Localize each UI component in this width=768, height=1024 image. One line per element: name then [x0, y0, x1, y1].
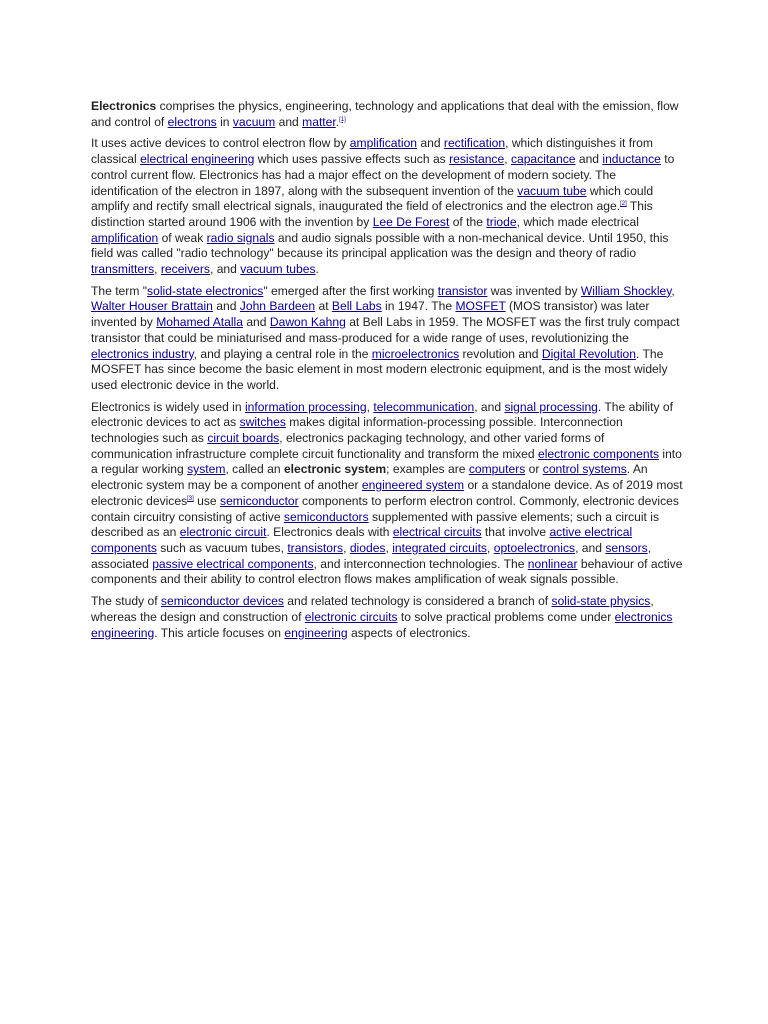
link-vacuum-tube[interactable]: vacuum tube	[517, 183, 587, 198]
text-run: " emerged after the first working	[263, 283, 438, 298]
text-run: and	[212, 299, 240, 314]
link-electronic-circuits[interactable]: electronic circuits	[304, 609, 398, 624]
text-run: that involve	[481, 525, 550, 540]
link-semiconductor-devices[interactable]: semiconductor devices	[160, 594, 284, 609]
link-matter[interactable]: matter	[302, 114, 336, 129]
text-run: ,	[385, 540, 393, 555]
citation	[339, 117, 346, 123]
text-run: in	[216, 114, 233, 129]
text-run: . This article focuses on	[154, 625, 285, 640]
link-optoelectronics[interactable]: optoelectronics	[493, 540, 576, 555]
text-run: comprises the physics, engineering, technology and applications that deal with the emission, flow and control of	[91, 99, 679, 129]
text-run: . The MOSFET has since become the basic element in most modern electronic equipment, and is the most widely used electronic device in the world.	[91, 346, 668, 392]
paragraph	[91, 284, 686, 394]
article-body	[91, 99, 686, 647]
text-run: or	[525, 462, 543, 477]
text-run: , and	[474, 399, 505, 414]
text-run: and	[275, 114, 303, 129]
text-run: and	[417, 136, 444, 151]
text-run: (MOS transistor) was later invented by	[91, 299, 650, 330]
text-run: to solve practical problems come under	[397, 609, 615, 624]
text-run: supplemented with passive elements; such a circuit is described as an	[91, 509, 660, 540]
text-run: , and interconnection technologies. The	[313, 556, 528, 571]
link-signal-processing[interactable]: signal processing	[504, 399, 598, 414]
link-engineered-system[interactable]: engineered system	[361, 478, 465, 493]
text-run: . The ability of electronic devices to act as	[91, 399, 673, 430]
text-run: use	[193, 493, 221, 508]
link-nonlinear[interactable]: nonlinear	[527, 556, 578, 571]
text-run: at	[315, 299, 332, 314]
bold-term: electronic system	[283, 462, 387, 477]
text-run: components to perform electron control. Commonly, electronic devices contain circuitry consisting of active	[91, 493, 679, 524]
bold-term: Electronics	[91, 99, 157, 113]
text-run: ,	[486, 540, 494, 555]
text-run: revolution and	[459, 346, 542, 361]
text-run: .	[315, 262, 319, 277]
text-run: The study of	[91, 594, 161, 609]
link-semiconductor[interactable]: semiconductor	[220, 493, 299, 508]
text-run: and	[575, 152, 603, 167]
link-electronic-components[interactable]: electronic components	[538, 446, 660, 461]
link-vacuum[interactable]: vacuum	[232, 114, 276, 129]
link-mohamed-atalla[interactable]: Mohamed Atalla	[156, 315, 243, 330]
text-run: at Bell Labs in 1959. The MOSFET was the first truly compact transistor that could be miniaturised and mass-produced for a wide range of uses, revolutionizing the	[91, 315, 680, 345]
paragraph	[91, 400, 686, 588]
text-run: . Electronics deals with	[266, 525, 393, 540]
link-solid-state-electronics[interactable]: solid-state electronics	[147, 283, 264, 298]
link-active-electrical-components[interactable]: active electrical components	[91, 525, 633, 555]
link-electrical-circuits[interactable]: electrical circuits	[392, 525, 482, 540]
link-semiconductors[interactable]: semiconductors	[283, 509, 369, 524]
text-run: . An electronic system may be a component of another	[91, 462, 648, 493]
link-lee-de-forest[interactable]: Lee De Forest	[372, 214, 450, 229]
text-run: behaviour of active components and their ability to control electron flows makes amplification of weak signals possible.	[91, 556, 683, 587]
text-run: , called an	[225, 462, 284, 477]
link-dawon-kahng[interactable]: Dawon Kahng	[269, 315, 346, 330]
link-sensors[interactable]: sensors	[605, 540, 648, 555]
text-run: , whereas the design and construction of	[91, 594, 654, 624]
citation-link[interactable]: [2]	[620, 201, 627, 208]
link-electrical-engineering[interactable]: electrical engineering	[140, 152, 255, 167]
link-receivers[interactable]: receivers	[160, 262, 210, 277]
text-run: Electronics is widely used in	[91, 399, 245, 414]
text-run: in 1947. The	[381, 299, 456, 314]
paragraph	[91, 594, 686, 641]
text-run: It uses active devices to control electron flow by	[91, 136, 350, 151]
link-transmitters[interactable]: transmitters	[91, 262, 155, 277]
text-run: into a regular working	[91, 446, 682, 477]
paragraph	[91, 99, 686, 130]
link-bell-labs[interactable]: Bell Labs	[331, 299, 382, 314]
text-run: , which made electrical	[516, 214, 639, 229]
link-rectification[interactable]: rectification	[443, 136, 506, 151]
link-electronic-circuit[interactable]: electronic circuit	[179, 525, 267, 540]
text-run: and audio signals possible with a non-mechanical device. Until 1950, this field was called "radio technology" because its principal application was the design and theory of radio	[91, 230, 669, 261]
link-electrons[interactable]: electrons	[167, 114, 217, 129]
text-run: such as vacuum tubes,	[156, 540, 288, 555]
link-electronics-industry[interactable]: electronics industry	[91, 346, 194, 361]
link-digital-revolution[interactable]: Digital Revolution	[541, 346, 636, 361]
link-control-systems[interactable]: control systems	[542, 462, 627, 477]
link-john-bardeen[interactable]: John Bardeen	[239, 299, 316, 314]
text-run: , and	[575, 540, 606, 555]
text-run: ; examples are	[386, 462, 469, 477]
link-system[interactable]: system	[187, 462, 226, 477]
text-run: and related technology is considered a branch of	[283, 594, 552, 609]
link-microelectronics[interactable]: microelectronics	[371, 346, 460, 361]
paragraph	[91, 136, 686, 277]
text-run: which could amplify and rectify small electrical signals, inaugurated the field of electronics and the electron age.	[91, 183, 654, 214]
text-run: , which distinguishes it from classical	[91, 136, 653, 167]
link-amplification[interactable]: amplification	[349, 136, 418, 151]
link-switches[interactable]: switches	[239, 415, 286, 430]
text-run: of weak	[158, 230, 207, 245]
text-run: ,	[154, 262, 161, 277]
text-run: which uses passive effects such as	[254, 152, 450, 167]
link-resistance[interactable]: resistance	[449, 152, 505, 167]
link-transistors[interactable]: transistors	[287, 540, 344, 555]
text-run: ,	[366, 399, 374, 414]
text-run: The term "	[91, 283, 148, 298]
link-triode[interactable]: triode	[486, 214, 517, 229]
citation	[620, 201, 627, 207]
link-amplification[interactable]: amplification	[91, 230, 159, 245]
text-run: .	[335, 114, 340, 129]
citation-link[interactable]: [1]	[339, 116, 346, 123]
link-capacitance[interactable]: capacitance	[510, 152, 576, 167]
text-run: makes digital information-processing possible. Interconnection technologies such as	[91, 415, 623, 446]
link-circuit-boards[interactable]: circuit boards	[207, 431, 280, 446]
text-run: , and playing a central role in the	[193, 346, 372, 361]
link-electronics-engineering[interactable]: electronics engineering	[91, 609, 673, 640]
link-information-processing[interactable]: information processing	[244, 399, 367, 414]
link-passive-electrical-components[interactable]: passive electrical components	[152, 556, 314, 571]
link-engineering[interactable]: engineering	[284, 625, 348, 640]
text-run: was invented by	[487, 283, 581, 298]
text-run: , and	[209, 262, 241, 277]
text-run: , electronics packaging technology, and other varied forms of communication infrastructure complete circuit functionality and transform the mixed	[91, 431, 605, 461]
link-inductance[interactable]: inductance	[602, 152, 661, 167]
link-integrated-circuits[interactable]: integrated circuits	[392, 540, 487, 555]
link-mosfet[interactable]: MOSFET	[455, 299, 506, 314]
text-run: or a standalone device. As of 2019 most electronic devices	[91, 478, 683, 508]
text-run: to control current flow. Electronics has had a major effect on the development of modern society. The identification of the electron in 1897, along with the subsequent invention of the	[91, 152, 675, 198]
link-transistor[interactable]: transistor	[437, 283, 488, 298]
link-computers[interactable]: computers	[468, 462, 526, 477]
link-telecommunication[interactable]: telecommunication	[373, 399, 475, 414]
link-walter-houser-brattain[interactable]: Walter Houser Brattain	[91, 299, 213, 314]
text-run: aspects of electronics.	[347, 625, 471, 640]
text-run: ,	[671, 283, 675, 298]
text-run: ,	[504, 152, 511, 167]
link-diodes[interactable]: diodes	[349, 540, 386, 555]
link-vacuum-tubes[interactable]: vacuum tubes	[240, 262, 316, 277]
text-run: This distinction started around 1906 with the invention by	[91, 199, 653, 229]
link-william-shockley[interactable]: William Shockley	[580, 283, 672, 298]
citation	[187, 496, 194, 502]
link-radio-signals[interactable]: radio signals	[206, 230, 275, 245]
text-run: ,	[343, 540, 350, 555]
citation-link[interactable]: [3]	[187, 495, 194, 502]
text-run: and	[242, 315, 270, 330]
link-solid-state-physics[interactable]: solid-state physics	[551, 594, 651, 609]
text-run: , associated	[91, 540, 652, 571]
text-run: of the	[449, 214, 487, 229]
